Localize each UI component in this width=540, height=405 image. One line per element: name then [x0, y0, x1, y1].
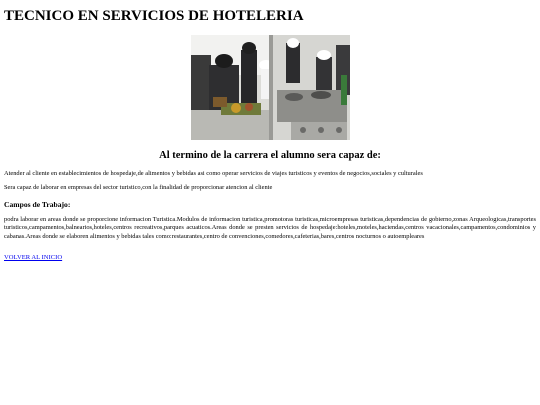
back-to-home-link[interactable]: VOLVER AL INICIO — [4, 254, 63, 261]
work-fields-paragraph: podra laborar en areas donde se proporcione informacion Turistica.Modulos de informacion turistica,promotoras turisticas,microempresas turisticas,dependencias de gobierno,zonas Arqueologicas,transportes turisticos,campamentos,balnearios,hoteles,centros recreativos,parques acuaticos.Areas donde se presten servicios de hospedaje:hoteles,moteles,haciendas,centros vacacionales,campamentos,condominios y cabanas.Areas donde se elaboren alimentos y bebidas tales como:restaurantes,centro de convenciones,comedores,cafeterias,bares,centros nocturnos o autoempleares — [4, 216, 536, 240]
capability-paragraph-2: Sera capaz de laborar en empresas del sector turistico,con la finalidad de proporcionar atencion al cliente — [4, 184, 273, 191]
page-title: TECNICO EN SERVICIOS DE HOTELERIA — [4, 8, 304, 24]
kitchen-students-photo — [191, 35, 350, 140]
capability-paragraph-1: Atender al cliente en establecimientos de hospedaje,de alimentos y bebidas asi como operar servicios de viajes turisticos y eventos de negocios,sociales y culturales — [4, 170, 423, 177]
capabilities-heading: Al termino de la carrera el alumno sera capaz de: — [159, 150, 381, 161]
work-fields-heading: Campos de Trabajo: — [4, 200, 71, 209]
kitchen-photo-illustration — [191, 35, 350, 140]
